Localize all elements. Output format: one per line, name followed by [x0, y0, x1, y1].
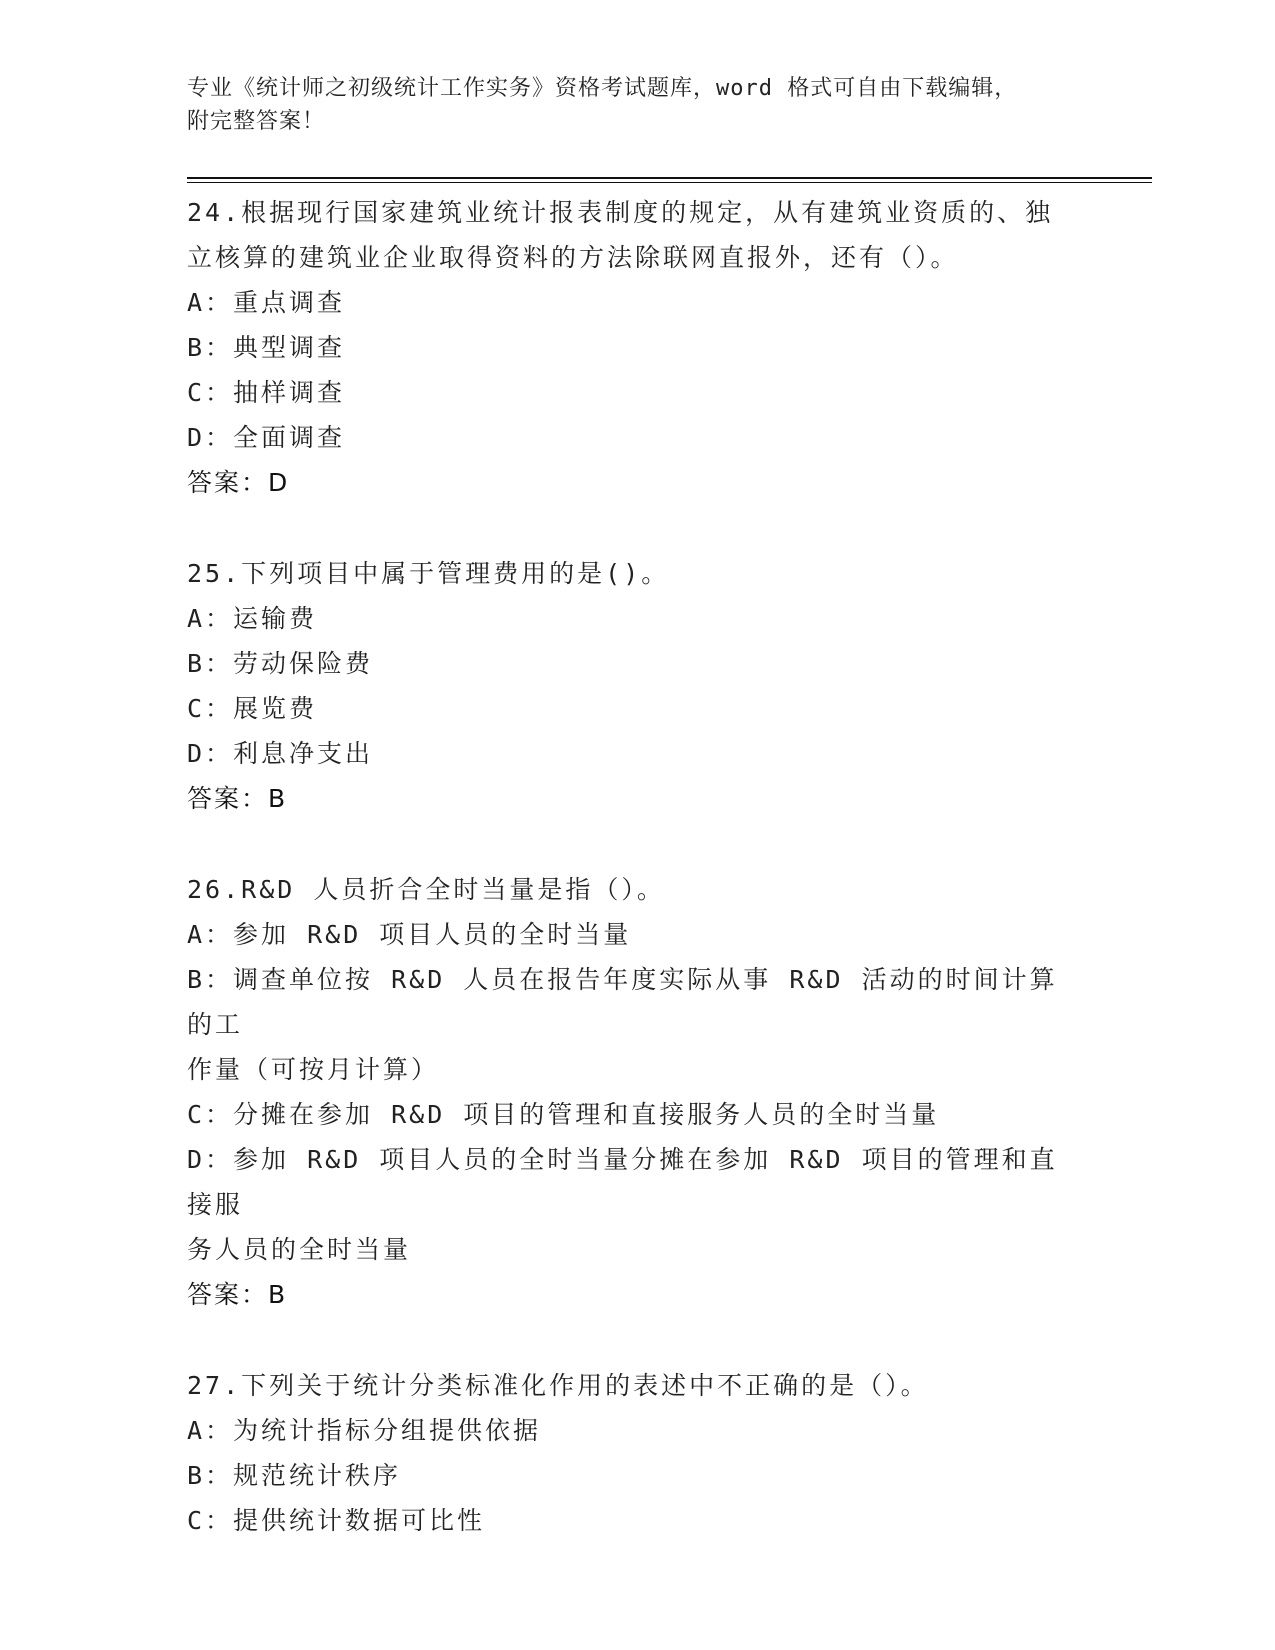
answer-text: 答案：D: [187, 468, 290, 497]
option-c: C：展览费: [187, 694, 318, 723]
option-b: B：调查单位按 R&D 人员在报告年度实际从事 R&D 活动的时间计算的工: [187, 965, 1058, 1039]
question-stem: 24.根据现行国家建筑业统计报表制度的规定，从有建筑业资质的、独: [187, 198, 1054, 227]
option-b: B：规范统计秩序: [187, 1461, 402, 1490]
answer-text: 答案：B: [187, 784, 288, 813]
option-d: D：利息净支出: [187, 739, 374, 768]
question-stem: 25.下列项目中属于管理费用的是()。: [187, 559, 670, 588]
question-stem: 26.R&D 人员折合全时当量是指（）。: [187, 875, 665, 904]
option-c: C：提供统计数据可比性: [187, 1506, 486, 1535]
option-c: C：抽样调查: [187, 378, 346, 407]
option-a: A：参加 R&D 项目人员的全时当量: [187, 920, 632, 949]
option-c: C：分摊在参加 R&D 项目的管理和直接服务人员的全时当量: [187, 1100, 940, 1129]
question-24: [187, 190, 1067, 505]
option-a: A：重点调查: [187, 288, 346, 317]
option-d: D：参加 R&D 项目人员的全时当量分摊在参加 R&D 项目的管理和直接服: [187, 1145, 1058, 1219]
header-line-1: 专业《统计师之初级统计工作实务》资格考试题库，word 格式可自由下载编辑，: [187, 76, 1018, 101]
option-a: A：为统计指标分组提供依据: [187, 1416, 542, 1445]
question-stem: 立核算的建筑业企业取得资料的方法除联网直报外，还有（）。: [187, 243, 959, 272]
option-a: A：运输费: [187, 604, 318, 633]
question-list: [187, 190, 1067, 1589]
question-stem: 27.下列关于统计分类标准化作用的表述中不正确的是（）。: [187, 1371, 929, 1400]
question-26: [187, 867, 1067, 1317]
option-d: D：全面调查: [187, 423, 346, 452]
option-b: B：劳动保险费: [187, 649, 374, 678]
header-line-2: 附完整答案！: [187, 109, 326, 134]
header-divider-thick: [187, 177, 1152, 179]
header-divider-thin: [187, 182, 1152, 183]
document-header: [187, 72, 1067, 138]
option-d-continued: 务人员的全时当量: [187, 1235, 412, 1264]
answer-text: 答案：B: [187, 1280, 288, 1309]
option-b-continued: 作量（可按月计算）: [187, 1055, 440, 1084]
option-b: B：典型调查: [187, 333, 346, 362]
question-27: [187, 1363, 1067, 1543]
question-25: [187, 551, 1067, 821]
